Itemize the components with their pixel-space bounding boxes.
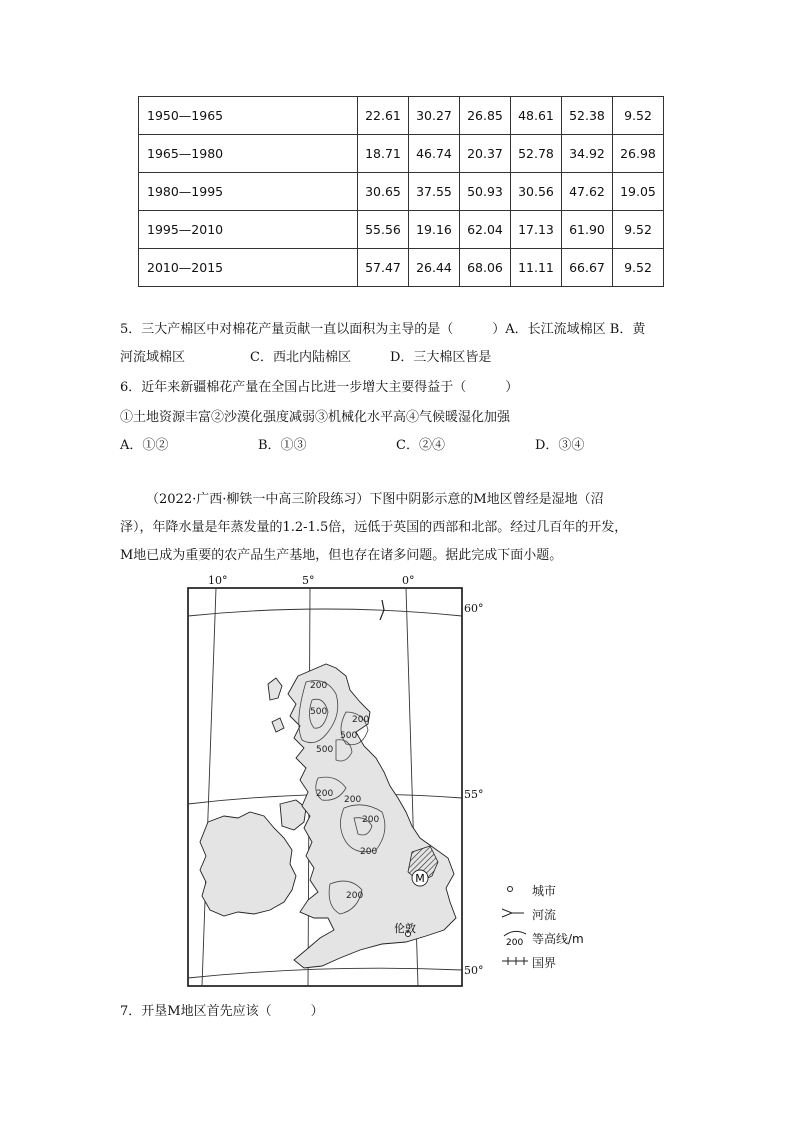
value-cell: 37.55 — [409, 173, 460, 211]
value-cell: 50.93 — [460, 173, 511, 211]
hebrides-shape — [268, 678, 282, 700]
question-6-option-b: B．①③ — [258, 438, 307, 453]
value-cell: 61.90 — [562, 211, 613, 249]
value-cell: 9.52 — [613, 249, 664, 287]
value-cell: 30.27 — [409, 97, 460, 135]
contour-label: 200 — [362, 815, 380, 825]
map-figure — [150, 572, 490, 992]
question-5-line-2: 河流域棉区 C．西北内陆棉区 D．三大棉区皆是 — [120, 350, 492, 365]
table-row — [139, 135, 664, 173]
latitude-labels — [464, 602, 484, 977]
lat-label: 60° — [464, 602, 484, 615]
table-row — [139, 97, 664, 135]
city-icon — [500, 882, 532, 899]
legend-river-label: 河流 — [532, 907, 557, 922]
lon-label: 0° — [402, 574, 415, 587]
value-cell: 26.98 — [613, 135, 664, 173]
value-cell: 19.05 — [613, 173, 664, 211]
question-6-option-d: D．③④ — [535, 438, 585, 453]
value-cell: 62.04 — [460, 211, 511, 249]
value-cell: 30.56 — [511, 173, 562, 211]
intro-line-1: （2022·广西·柳铁一中高三阶段练习）下图中阴影示意的M地区曾经是湿地（沼 — [146, 492, 604, 507]
contour-label: 500 — [316, 745, 334, 755]
question-5-line-1: 5．三大产棉区中对棉花产量贡献一直以面积为主导的是（ ）A．长江流域棉区 B．黄 — [120, 322, 646, 337]
legend-river — [500, 904, 556, 924]
longitude-labels — [208, 574, 415, 587]
value-cell: 11.11 — [511, 249, 562, 287]
lat-label: 55° — [464, 788, 484, 801]
question-6-line-2: ①土地资源丰富②沙漠化强度减弱③机械化水平高④气候暖湿化加强 — [120, 410, 511, 425]
table-row — [139, 249, 664, 287]
value-cell: 9.52 — [613, 211, 664, 249]
contour-label: 200 — [352, 715, 370, 725]
legend-contour-label: 等高线/m — [532, 931, 584, 946]
value-cell: 9.52 — [613, 97, 664, 135]
value-cell: 57.47 — [358, 249, 409, 287]
question-7-line-1: 7．开垦M地区首先应该（ ） — [120, 1004, 324, 1019]
contour-label: 200 — [310, 681, 328, 691]
ireland-shape — [200, 812, 296, 916]
value-cell: 22.61 — [358, 97, 409, 135]
river-icon — [500, 906, 532, 923]
value-cell: 66.67 — [562, 249, 613, 287]
value-cell: 26.44 — [409, 249, 460, 287]
value-cell: 26.85 — [460, 97, 511, 135]
period-cell: 1995—2010 — [139, 211, 358, 249]
question-6-line-1: 6．近年来新疆棉花产量在全国占比进一步增大主要得益于（ ） — [120, 380, 519, 395]
value-cell: 17.13 — [511, 211, 562, 249]
m-region-label: M — [415, 872, 425, 885]
legend-contour-sample: 200 — [506, 937, 524, 946]
value-cell: 68.06 — [460, 249, 511, 287]
value-cell: 52.38 — [562, 97, 613, 135]
table-row — [139, 211, 664, 249]
lon-label: 10° — [208, 574, 228, 587]
contour-label: 500 — [340, 731, 358, 741]
hebrides-shape-2 — [272, 718, 284, 732]
uk-map — [150, 572, 490, 992]
contour-label: 200 — [344, 795, 362, 805]
value-cell: 55.56 — [358, 211, 409, 249]
value-cell: 47.62 — [562, 173, 613, 211]
contour-label: 500 — [310, 707, 328, 717]
northern-ireland-shape — [280, 800, 306, 830]
value-cell: 19.16 — [409, 211, 460, 249]
period-cell: 1980—1995 — [139, 173, 358, 211]
value-cell: 34.92 — [562, 135, 613, 173]
intro-line-2: 泽），年降水量是年蒸发量的1.2-1.5倍，远低于英国的西部和北部。经过几百年的开发， — [120, 520, 628, 535]
question-6-option-c: C．②④ — [396, 438, 445, 453]
period-cell: 1965—1980 — [139, 135, 358, 173]
period-cell: 2010—2015 — [139, 249, 358, 287]
legend-city — [500, 880, 556, 900]
legend-city-label: 城市 — [532, 883, 557, 898]
contour-label: 200 — [360, 847, 378, 857]
legend-border — [500, 952, 556, 972]
legend-border-label: 国界 — [532, 955, 557, 970]
contour-label: 200 — [316, 789, 334, 799]
data-table — [138, 96, 664, 287]
value-cell: 52.78 — [511, 135, 562, 173]
value-cell: 46.74 — [409, 135, 460, 173]
lon-label: 5° — [302, 574, 315, 587]
value-cell: 30.65 — [358, 173, 409, 211]
period-cell: 1950—1965 — [139, 97, 358, 135]
value-cell: 48.61 — [511, 97, 562, 135]
lat-label: 50° — [464, 964, 484, 977]
london-label: 伦敦 — [394, 922, 416, 935]
table-row — [139, 173, 664, 211]
question-6-option-a: A．①② — [120, 438, 169, 453]
contour-label: 200 — [346, 891, 364, 901]
intro-line-3: M地已成为重要的农产品生产基地，但也存在诸多问题。据此完成下面小题。 — [120, 548, 563, 563]
value-cell: 18.71 — [358, 135, 409, 173]
value-cell: 20.37 — [460, 135, 511, 173]
border-icon — [500, 954, 532, 971]
legend-contour — [500, 928, 584, 948]
contour-icon — [500, 928, 532, 949]
